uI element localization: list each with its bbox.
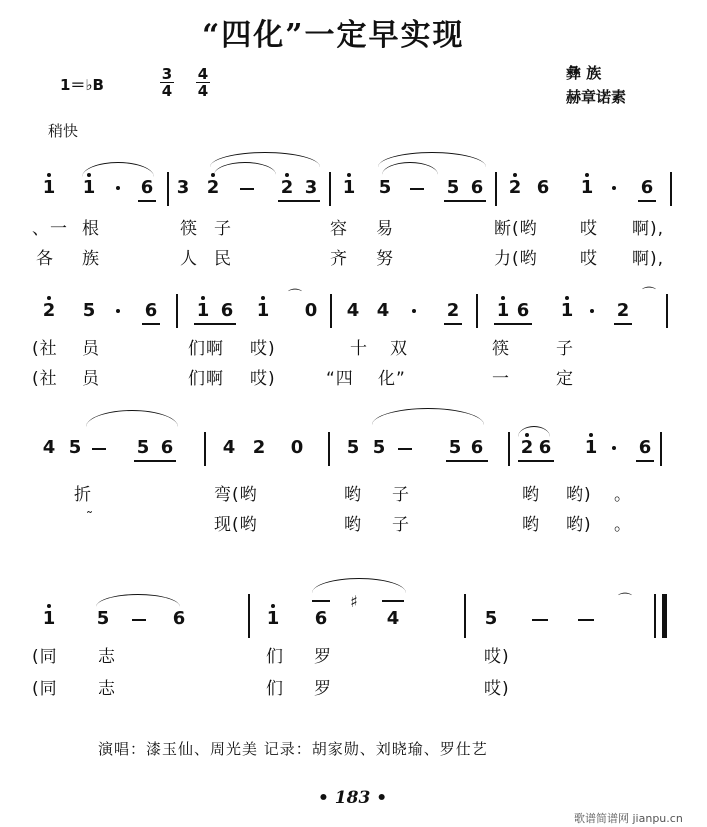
lyric-word: 齐: [330, 249, 348, 269]
barline: [330, 294, 332, 328]
barline: [495, 172, 497, 206]
note: 5: [68, 437, 82, 458]
note: 2: [252, 437, 266, 458]
lyric-word: 们啊: [188, 369, 224, 389]
note: 1: [342, 177, 356, 198]
sharp-icon: ♯: [350, 592, 358, 611]
ethnic-group: 彝 族: [566, 64, 602, 82]
note: 5: [82, 300, 96, 321]
note: 5: [484, 608, 498, 629]
lyric-word: 族: [82, 249, 100, 269]
note: 6: [144, 300, 158, 321]
barline: [654, 594, 656, 638]
lyric-word: 现(哟: [214, 515, 258, 535]
lyric-word: 哎): [484, 679, 510, 699]
lyric-word: 化”: [378, 369, 406, 389]
note: 4: [42, 437, 56, 458]
note: 6: [536, 177, 550, 198]
lyric-word: (同: [32, 679, 58, 699]
note: 2: [520, 437, 534, 458]
note: 1: [584, 437, 598, 458]
lyric-line: [0, 642, 707, 666]
note: 1: [42, 177, 56, 198]
performance-credits: 演唱：漆玉仙、周光美 记录：胡家勋、刘晓瑜、罗仕艺: [98, 740, 488, 758]
note: 6: [470, 177, 484, 198]
slur: [82, 162, 154, 177]
lyric-line: [0, 244, 707, 268]
barline: [476, 294, 478, 328]
slur: [518, 426, 550, 437]
breath-mark-icon: ⌒: [618, 593, 632, 609]
lyric-line: [0, 334, 707, 358]
lyric-word: 子: [214, 219, 232, 239]
lyric-word: 子: [392, 515, 410, 535]
lyric-word: 努: [376, 249, 394, 269]
lyric-word: 。: [614, 515, 632, 535]
lyric-word: 哎): [250, 339, 276, 359]
lyric-word: 筷: [180, 219, 198, 239]
note: 6: [538, 437, 552, 458]
note: 5: [346, 437, 360, 458]
lyric-word: 员: [82, 369, 100, 389]
note: 1: [42, 608, 56, 629]
lyric-word: 各: [36, 249, 54, 269]
note: 2: [280, 177, 294, 198]
lyric-word: 筷: [492, 339, 510, 359]
note: 1: [196, 300, 210, 321]
lyric-line: [0, 510, 707, 534]
lyric-word: 们: [266, 647, 284, 667]
barline: [329, 172, 331, 206]
note: 2: [206, 177, 220, 198]
note: 1: [82, 177, 96, 198]
lyric-word: 们: [266, 679, 284, 699]
note: 3: [176, 177, 190, 198]
arranger: 赫章诺素: [566, 88, 627, 106]
note: 6: [172, 608, 186, 629]
note: 1: [560, 300, 574, 321]
note: 0: [290, 437, 304, 458]
note: 6: [470, 437, 484, 458]
note: 1: [256, 300, 270, 321]
lyric-word: 罗: [314, 679, 332, 699]
barline: [176, 294, 178, 328]
lyric-word: ˜: [86, 510, 94, 526]
time1-denominator: 4: [161, 82, 173, 100]
lyric-word: 哟: [522, 485, 540, 505]
note: 6: [220, 300, 234, 321]
note: 2: [616, 300, 630, 321]
note: 5: [372, 437, 386, 458]
lyric-word: 员: [82, 339, 100, 359]
lyric-word: 哟: [344, 485, 362, 505]
page-number: • 183 •: [318, 788, 388, 808]
barline: [660, 432, 662, 466]
time-signature-2: [196, 66, 210, 99]
lyric-word: 易: [376, 219, 394, 239]
note: 2: [508, 177, 522, 198]
lyric-word: 哎: [580, 249, 598, 269]
lyric-word: 一: [492, 369, 510, 389]
key-signature: 1＝♭B: [60, 76, 104, 94]
lyric-word: 力(哟: [494, 249, 538, 269]
lyric-word: 志: [98, 679, 116, 699]
barline: [508, 432, 510, 466]
note: 6: [638, 437, 652, 458]
final-barline: [662, 594, 667, 638]
note: 6: [640, 177, 654, 198]
lyric-word: 哟: [344, 515, 362, 535]
lyric-word: 。: [614, 485, 632, 505]
breath-mark-icon: ⌒: [642, 287, 656, 303]
lyric-word: 哎): [250, 369, 276, 389]
note: 5: [378, 177, 392, 198]
slur: [96, 594, 180, 607]
lyric-word: 志: [98, 647, 116, 667]
barline: [464, 594, 466, 638]
lyric-word: 子: [392, 485, 410, 505]
lyric-word: 哟): [566, 485, 592, 505]
note: 1: [496, 300, 510, 321]
lyric-word: 们啊: [188, 339, 224, 359]
lyric-word: 根: [82, 219, 100, 239]
lyric-word: 子: [556, 339, 574, 359]
lyric-word: 啊),: [632, 249, 665, 269]
note: 4: [222, 437, 236, 458]
lyric-word: 罗: [314, 647, 332, 667]
lyric-word: 哎: [580, 219, 598, 239]
lyric-word: 、一: [32, 219, 68, 239]
lyric-word: 啊),: [632, 219, 665, 239]
note: 6: [314, 608, 328, 629]
note: 1: [580, 177, 594, 198]
note: 5: [136, 437, 150, 458]
lyric-word: 人: [180, 249, 198, 269]
note: 6: [516, 300, 530, 321]
breath-mark-icon: ⌒: [288, 289, 302, 305]
slur: [372, 408, 484, 425]
lyric-word: (社: [32, 369, 58, 389]
note: 5: [448, 437, 462, 458]
lyric-word: 定: [556, 369, 574, 389]
note: 1: [266, 608, 280, 629]
lyric-word: 弯(哟: [214, 485, 258, 505]
lyric-word: (社: [32, 339, 58, 359]
lyric-word: (同: [32, 647, 58, 667]
slur: [312, 578, 406, 593]
time2-denominator: 4: [197, 82, 209, 100]
song-title: “四化”一定早实现: [202, 18, 465, 53]
barline: [328, 432, 330, 466]
note: 4: [386, 608, 400, 629]
lyric-word: 双: [390, 339, 408, 359]
barline: [204, 432, 206, 466]
lyric-word: 哎): [484, 647, 510, 667]
tempo-marking: 稍快: [48, 122, 79, 140]
time2-numerator: 4: [197, 65, 209, 83]
lyric-word: 十: [350, 339, 368, 359]
note: 4: [346, 300, 360, 321]
time-signature-1: [160, 66, 174, 99]
lyric-word: 断(哟: [494, 219, 538, 239]
note: 2: [446, 300, 460, 321]
watermark: 歌谱简谱网 jianpu.cn: [574, 812, 683, 825]
lyric-word: 折: [74, 485, 92, 505]
note: 3: [304, 177, 318, 198]
note: 6: [160, 437, 174, 458]
note: 0: [304, 300, 318, 321]
note: 6: [140, 177, 154, 198]
lyric-line: [0, 214, 707, 238]
lyric-line: [0, 674, 707, 698]
lyric-word: 民: [214, 249, 232, 269]
note: 5: [446, 177, 460, 198]
lyric-word: 哟): [566, 515, 592, 535]
time1-numerator: 3: [161, 65, 173, 83]
barline: [167, 172, 169, 206]
note: 4: [376, 300, 390, 321]
barline: [248, 594, 250, 638]
lyric-word: “四: [326, 369, 354, 389]
barline: [666, 294, 668, 328]
note: 5: [96, 608, 110, 629]
lyric-line: [0, 364, 707, 388]
lyric-word: 容: [330, 219, 348, 239]
lyric-word: 哟: [522, 515, 540, 535]
slur: [86, 410, 178, 427]
barline: [670, 172, 672, 206]
lyric-line: [0, 480, 707, 504]
note: 2: [42, 300, 56, 321]
